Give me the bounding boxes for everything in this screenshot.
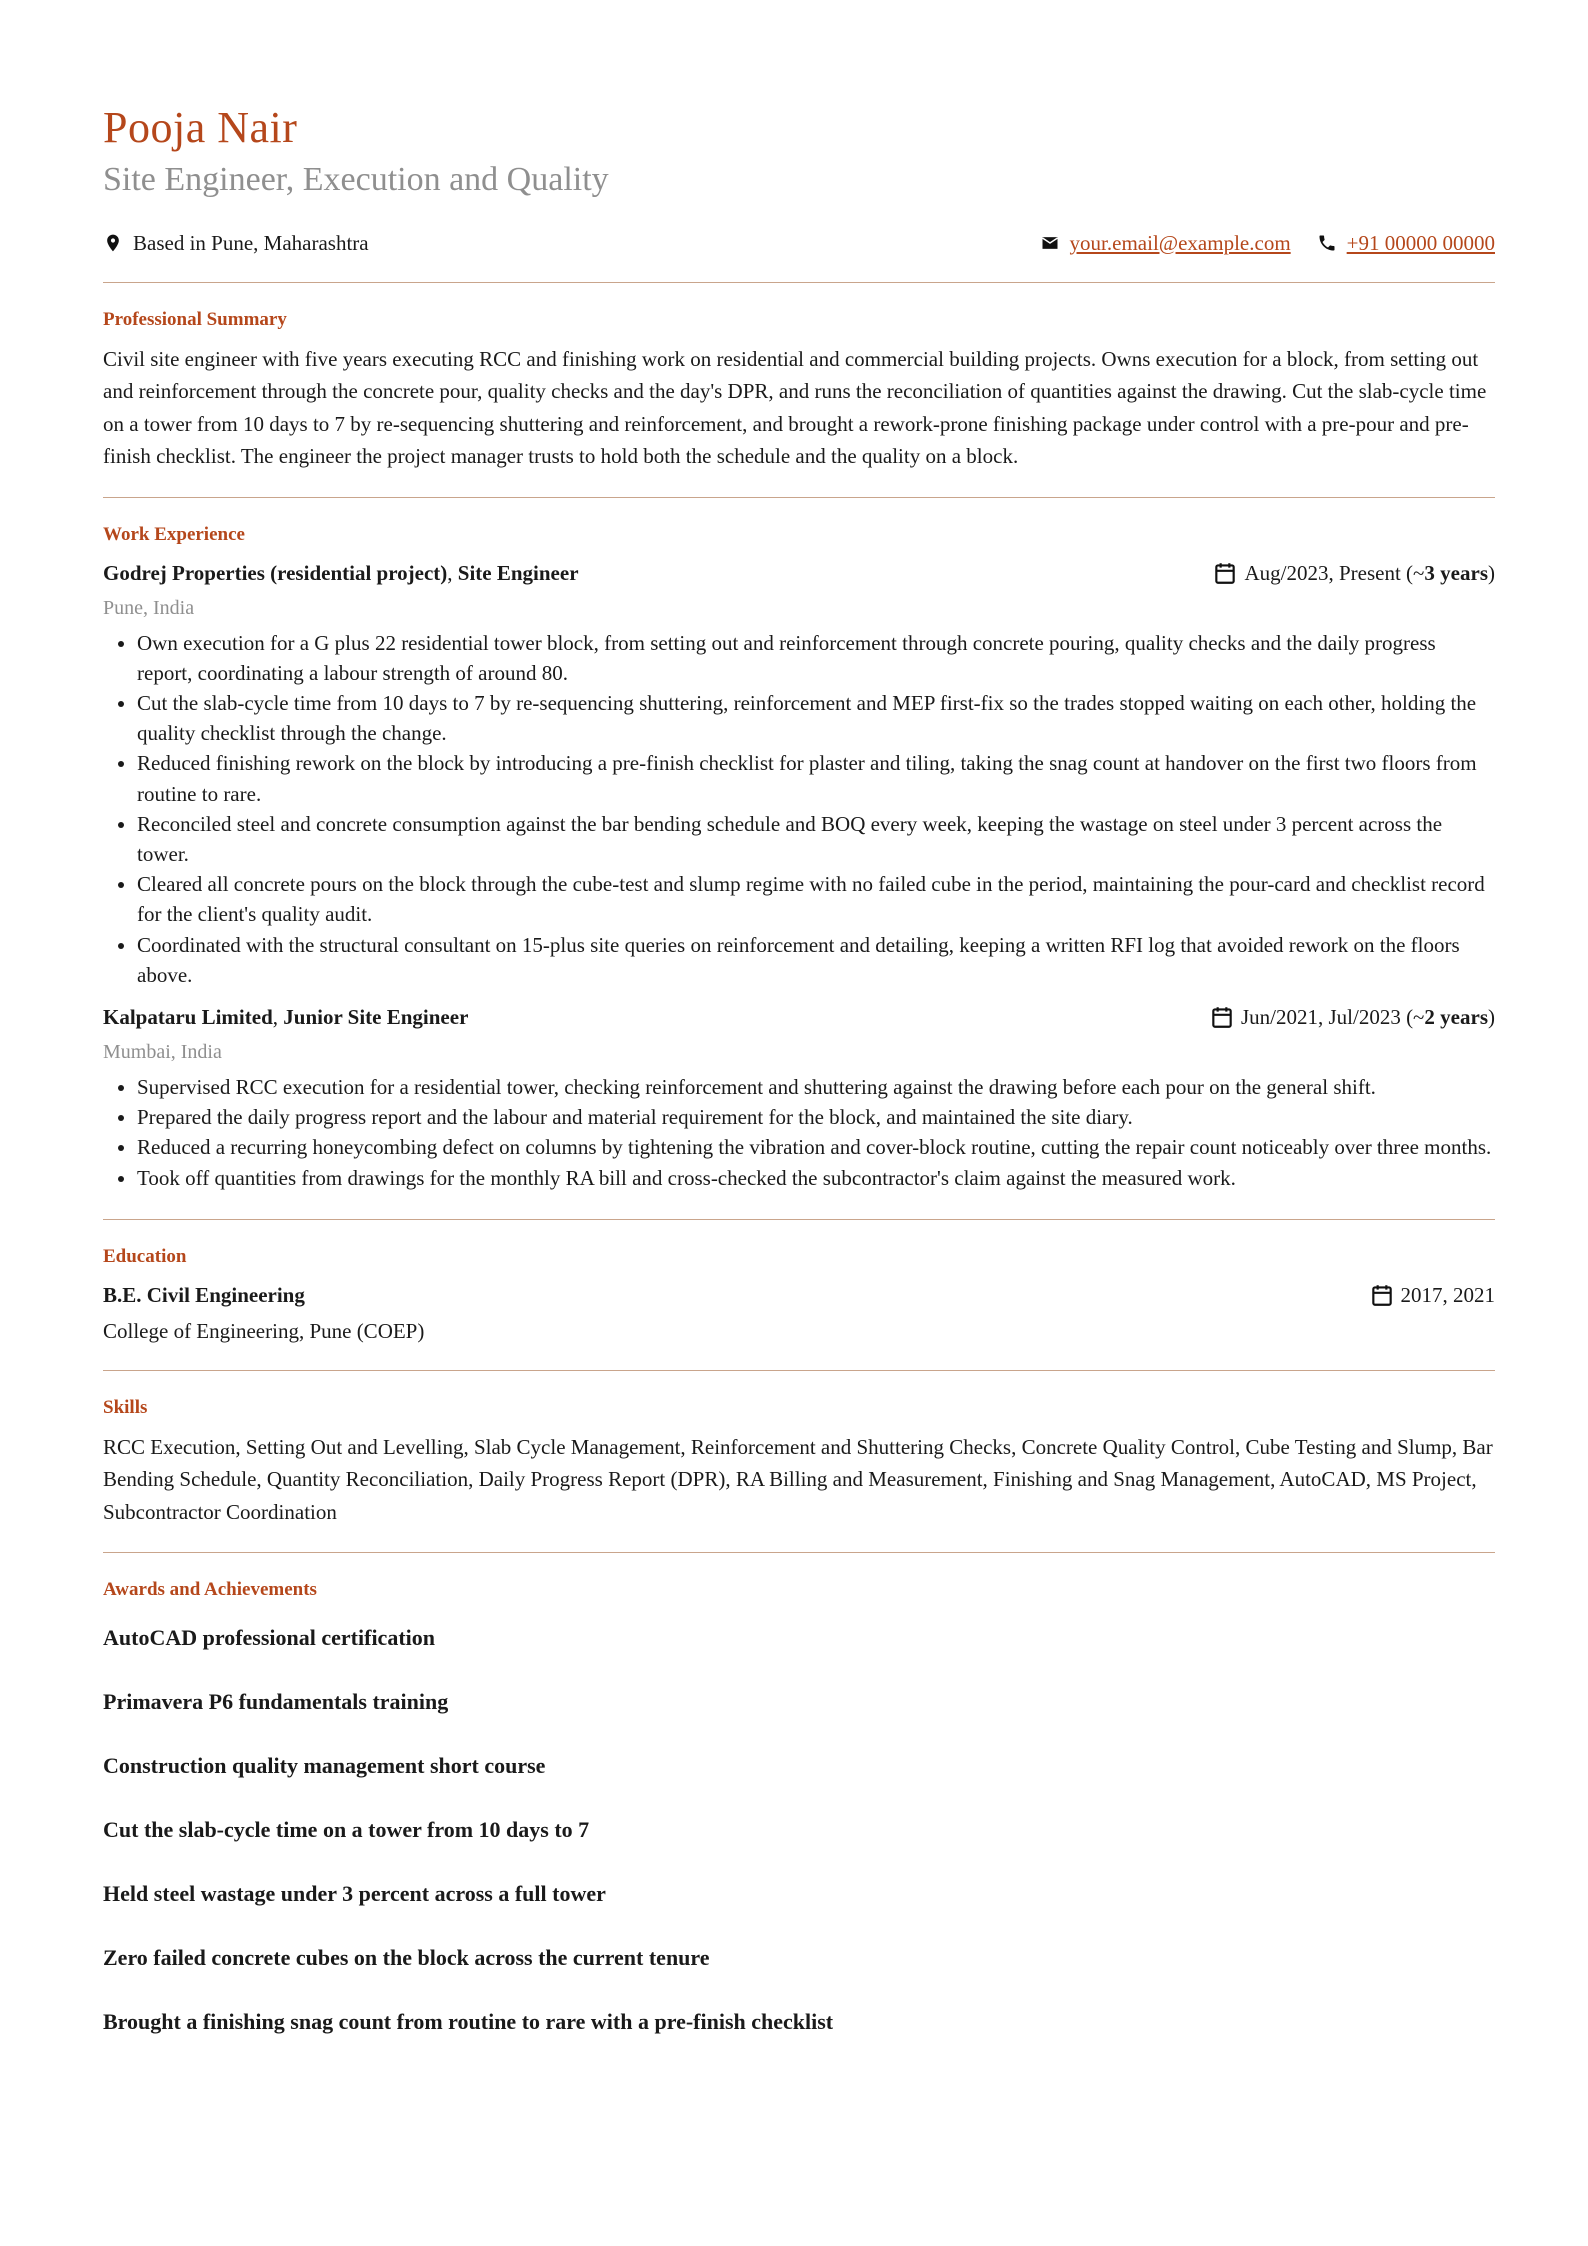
candidate-headline: Site Engineer, Execution and Quality <box>103 161 609 198</box>
job-dates: Aug/2023, Present (~ 3 years ) <box>1212 558 1495 588</box>
candidate-name: Pooja Nair <box>103 103 298 152</box>
list-item: • Own execution for a G plus 22 residential tower block, from setting out and reinforcement through concrete pouring, quality checks and the daily progress report, coordinating a labour strength of around 80. <box>137 628 1495 688</box>
divider <box>103 1219 1495 1220</box>
summary-section <box>103 307 1495 473</box>
job-location: Mumbai, India <box>103 1041 222 1064</box>
education-degree: B.E. Civil Engineering <box>103 1282 305 1307</box>
resume-page <box>103 100 1495 2071</box>
education-section <box>103 1244 1495 1346</box>
phone-link[interactable]: +91 00000 00000 <box>1346 230 1495 255</box>
award-item: AutoCAD professional certification <box>103 1625 435 1651</box>
skills-title: Skills <box>103 1396 148 1418</box>
job-location: Pune, India <box>103 596 195 619</box>
summary-title: Professional Summary <box>103 309 287 330</box>
job-header <box>103 1002 1495 1032</box>
award-item: Brought a finishing snag count from routine to rare with a pre-finish checklist <box>103 2009 834 2035</box>
list-item: • Reconciled steel and concrete consumption against the bar bending schedule and BOQ every week, keeping the wastage on steel under 3 percent across the tower. <box>137 809 1495 869</box>
education-header <box>103 1280 1495 1310</box>
job-role: Site Engineer <box>457 560 579 585</box>
job-title-line: Kalpataru Limited, Junior Site Engineer <box>103 1005 469 1030</box>
award-item: Zero failed concrete cubes on the block across the current tenure <box>103 1945 710 1971</box>
list-item: • Supervised RCC execution for a residential tower, checking reinforcement and shuttering against the drawing before each pour on the general shift. <box>137 1072 1495 1102</box>
award-item: Primavera P6 fundamentals training <box>103 1689 449 1715</box>
awards-section <box>103 1577 1495 2037</box>
divider <box>103 1370 1495 1371</box>
email-item <box>1040 231 1291 256</box>
job-company: Godrej Properties (residential project) <box>103 560 448 585</box>
awards-title: Awards and Achievements <box>103 1579 317 1601</box>
list-item: • Cleared all concrete pours on the block through the cube-test and slump regime with no failed cube in the period, maintaining the pour-card and checklist record for the client's quality audit. <box>137 869 1495 929</box>
calendar-icon <box>1369 1282 1395 1308</box>
job-entry <box>103 1002 1495 1193</box>
divider <box>103 1552 1495 1553</box>
calendar-icon <box>1212 560 1238 586</box>
award-item: Cut the slab-cycle time on a tower from 10 days to 7 <box>103 1817 590 1843</box>
location-text: Based in Pune, Maharashtra <box>133 230 369 255</box>
job-title-line: Godrej Properties (residential project), Site Engineer <box>103 560 579 585</box>
job-dates: Jun/2021, Jul/2023 (~ 2 years ) <box>1209 1002 1495 1032</box>
list-item: • Reduced finishing rework on the block by introducing a pre-finish checklist for plaster and tiling, taking the snag count at handover on the first two floors from routine to rare. <box>137 748 1495 808</box>
summary-text: Civil site engineer with five years executing RCC and finishing work on residential and commercial building projects. Owns execution for a block, from setting out and reinforcement through the concrete pour, quality checks and the day's DPR, and runs the reconciliation of quantities against the drawing. Cut the slab-cycle time on a tower from 10 days to 7 by re-sequencing shuttering and reinforcement, and brought a rework-prone finishing package under control with a pre-pour and pre-finish checklist. The engineer the project manager trusts to hold both the schedule and the quality on a block. <box>103 347 1487 469</box>
calendar-icon <box>1209 1004 1235 1030</box>
list-item: • Cut the slab-cycle time from 10 days to 7 by re-sequencing shuttering, reinforcement and MEP first-fix so the trades stopped waiting on each other, holding the quality checklist through the change. <box>137 688 1495 748</box>
location-pin-icon <box>103 233 123 253</box>
job-company: Kalpataru Limited <box>103 1005 273 1030</box>
list-item: • Reduced a recurring honeycombing defect on columns by tightening the vibration and cover-block routine, cutting the repair count noticeably over three months. <box>137 1132 1495 1162</box>
contact-row <box>103 228 1495 258</box>
job-duration: 3 years <box>1424 560 1488 585</box>
award-item: Construction quality management short course <box>103 1753 546 1779</box>
divider <box>103 282 1495 283</box>
skills-text: RCC Execution, Setting Out and Levelling, Slab Cycle Management, Reinforcement and Shuttering Checks, Concrete Quality Control, Cube Testing and Slump, Bar Bending Schedule, Quantity Reconciliation, Daily Progress Report (DPR), RA Billing and Measurement, Finishing and Snag Management, AutoCAD, MS Project, Subcontractor Coordination <box>103 1434 1493 1524</box>
job-bullets <box>103 628 1495 990</box>
awards-list <box>103 1623 1495 2037</box>
email-link[interactable]: your.email@example.com <box>1069 230 1291 255</box>
divider <box>103 497 1495 498</box>
phone-item <box>1317 231 1495 256</box>
job-duration: 2 years <box>1424 1005 1488 1030</box>
skills-section <box>103 1395 1495 1528</box>
location-item <box>103 231 369 256</box>
award-item: Held steel wastage under 3 percent across a full tower <box>103 1881 606 1907</box>
education-title: Education <box>103 1245 187 1267</box>
list-item: • Took off quantities from drawings for the monthly RA bill and cross-checked the subcontractor's claim against the measured work. <box>137 1163 1495 1193</box>
job-bullets <box>103 1072 1495 1193</box>
experience-section <box>103 522 1495 1193</box>
job-role: Junior Site Engineer <box>283 1005 469 1030</box>
education-school: College of Engineering, Pune (COEP) <box>103 1318 425 1343</box>
experience-title: Work Experience <box>103 523 245 545</box>
contact-links <box>1014 231 1495 256</box>
job-header <box>103 558 1495 588</box>
job-entry <box>103 558 1495 990</box>
mail-icon <box>1040 233 1060 253</box>
education-dates: 2017, 2021 <box>1369 1280 1496 1310</box>
phone-icon <box>1317 233 1337 253</box>
list-item: • Prepared the daily progress report and the labour and material requirement for the block, and maintained the site diary. <box>137 1102 1495 1132</box>
list-item: • Coordinated with the structural consultant on 15-plus site queries on reinforcement and detailing, keeping a written RFI log that avoided rework on the floors above. <box>137 930 1495 990</box>
